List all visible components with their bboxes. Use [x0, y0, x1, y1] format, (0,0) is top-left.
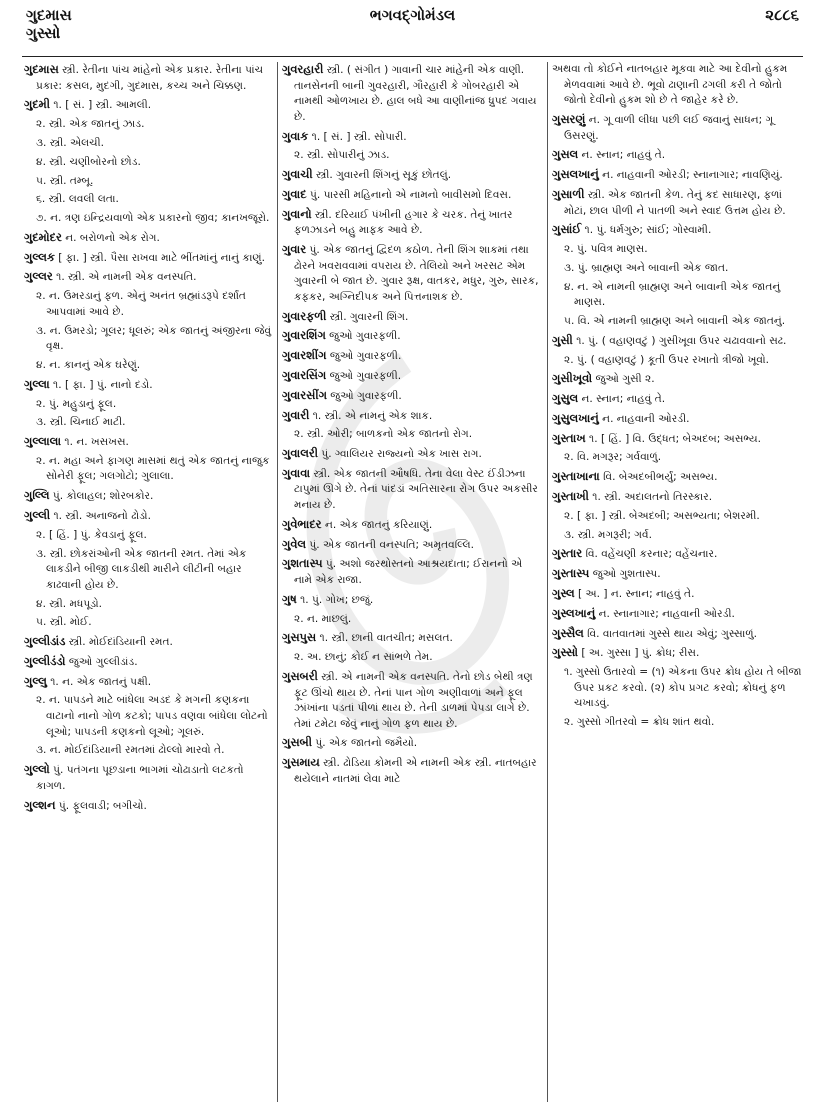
headword: ગુવારફળી — [282, 308, 327, 323]
headword: ગુદમી — [24, 97, 50, 112]
definition-text: સ્ત્રી. એ નામની એક વનસ્પતિ. તેનો છોડ બેથી ત્રણ ફૂટ ઊંચો થાય છે. તેનાં પાન ગોળ અણીવાળાં અને ફૂલ ઝાંખાંના પડતાં પીળાં થાય છે. તેની ડાળમાં પેપડા લાગે છે. તેમાં ટમેટા જેવું નાનું ગોળ ફળ થાય છે. — [294, 670, 533, 730]
definition-text: ૨. ન. મહા અને ફાગણ માસમાં થતું એક જાતનું નાજુક સોનેરી ફૂલ; ગલગોટો; ગુલાલા. — [36, 454, 270, 483]
sub-definition — [552, 450, 804, 466]
headword: ગુસુલ — [552, 391, 579, 406]
headword: ગુસીખૂવો — [552, 371, 593, 386]
dictionary-entry — [552, 167, 804, 184]
dictionary-entry — [24, 674, 272, 691]
dictionary-entry — [282, 129, 542, 146]
dictionary-entry — [24, 634, 272, 651]
definition-text: સ્ત્રી. ( સંગીત ) ગાવાની ચાર માંહેની એક વાણી. તાનસેનની બાની ગુવરહારી, ગૌરહારી કે ગોબરહારી એ નામથી ઓળખાય છે. હાલ બધે આ વાણીનાંજ ધ્રુપદ ગવાય છે. — [294, 64, 537, 123]
headword: ગુવાચી — [282, 167, 313, 182]
dictionary-entry — [282, 309, 542, 326]
definition-text: ન. સ્નાન; નાહવું તે. — [581, 149, 666, 162]
headword: ગુસ્લ — [552, 585, 575, 600]
headword: ગુલ્લર — [24, 269, 53, 284]
dictionary-entry — [282, 242, 542, 305]
definition-text: ૨. ગુસ્સો ગીતરવો = ક્રોધ શાંત થવો. — [564, 716, 715, 729]
definition-text: ૨. સ્ત્રી. સોપારીનું ઝાડ. — [294, 149, 390, 162]
definition-text: ૩. ન. ઉમરડો; ગૂલર; ધૂલરું; એક જાતનું અંજીરના જેવું વૃક્ષ. — [36, 324, 272, 353]
dictionary-entry — [282, 755, 542, 787]
definition-text: ન. ગૂ વાળી લીધા પછી લઈ જવાનું સાધન; ગૂ ઉસરણું. — [564, 113, 774, 142]
definition-text: ૨. [ ફા. ] સ્ત્રી. બેઅદબી; અસભ્યતા; બેશરમી. — [564, 509, 760, 522]
headword: ગુવેલ — [282, 536, 307, 551]
dictionary-entry — [552, 222, 804, 239]
definition-text: ૨. અ. છાનું; કોઈ ન સાંભળે તેમ. — [294, 651, 433, 664]
definition-text: ૭. ન. ત્રણ ઇન્દ્રિયવાળો એક પ્રકારનો જીવ; કાનખજૂરો. — [36, 212, 270, 225]
definition-text: પું. એક જાતનું દ્વિદળ કઠોળ. તેની શિંગ શાકમાં તથા ઢોરને ખવરાવવામાં વપરાય છે. તેલિયો અને ખરસટ એમ ગુવારની બે જાત છે. ગુવાર રૂક્ષ, વાતકર, મધુર, ગુરુ, સારક, કફકર, અગ્નિદીપક અને પિત્તનાશક છે. — [294, 244, 539, 303]
headword: ગુલ્લો — [24, 762, 50, 777]
definition-text: ૨. પું. પવિત્ર માણસ. — [564, 243, 648, 256]
headword: ગુસુલખાનું — [552, 410, 599, 425]
definition-text: પું. પારસી મહિનાનો એ નામનો બાવીસમો દિવસ. — [309, 188, 512, 201]
dictionary-entry — [552, 546, 804, 563]
definition-text: ૧. [ ફા. ] પું. નાનો દડો. — [53, 378, 153, 391]
dictionary-entry — [552, 586, 804, 603]
definition-text: ૨. વિ. મગરૂર; ગર્વવાળું. — [564, 451, 662, 464]
dictionary-entry — [24, 508, 272, 525]
sub-definition — [282, 148, 542, 164]
dictionary-entry — [24, 250, 272, 267]
sub-definition — [24, 397, 272, 413]
definition-text: સ્ત્રી. ગુવારની શિંગનું સૂકું છોતલું. — [315, 169, 452, 182]
dictionary-entry — [282, 669, 542, 732]
definition-text: ૨. સ્ત્રી. એક જાતનું ઝાડ. — [36, 118, 145, 131]
dictionary-entry — [552, 489, 804, 506]
definition-text: ૧. [ સં. ] સ્ત્રી. સોપારી. — [311, 130, 407, 143]
dictionary-entry — [24, 798, 272, 815]
headword: ગુસ્સો — [552, 645, 579, 660]
definition-text: પું. ફૂલવાડી; બગીચો. — [58, 799, 147, 812]
dictionary-entry — [282, 167, 542, 184]
definition-text: ૨. સ્ત્રી. ઓરી; બાળકનો એક જાતનો રોગ. — [294, 428, 473, 441]
guide-word-last: ગુસ્સો — [26, 24, 61, 42]
definition-text: પું. એક જાતનો જમૈયો. — [315, 737, 418, 750]
dictionary-entry — [24, 62, 272, 94]
sub-definition — [552, 280, 804, 311]
dictionary-entry — [552, 147, 804, 164]
definition-text: ૩. સ્ત્રી. એલચી. — [36, 136, 105, 149]
headword: ગુસ્તાર — [552, 546, 583, 561]
dictionary-entry — [24, 230, 272, 247]
definition-text: ૬. સ્ત્રી. લવલી લતા. — [36, 193, 119, 206]
sub-definition — [552, 242, 804, 258]
headword: ગુવેભાદર — [282, 516, 322, 531]
definition-text: ન. સ્નાનાગાર; નાહવાની ઓરડી. — [598, 607, 735, 620]
headword: ગુસ્તાખ — [552, 430, 586, 445]
headword: ગુસલ — [552, 147, 579, 162]
dictionary-entry — [24, 434, 272, 451]
sub-definition — [24, 358, 272, 374]
dictionary-entry — [282, 466, 542, 514]
definition-text: ૧. [ સં. ] સ્ત્રી. આમલી. — [53, 99, 152, 112]
definition-text: ૪. ન. એ નામની બ્રાહ્મણ અને બાવાની એક જાતનું માણસ. — [564, 280, 781, 309]
definition-text: ન. સ્નાન; નાહવું તે. — [581, 393, 666, 406]
dictionary-entry — [552, 62, 804, 109]
sub-definition — [24, 615, 272, 631]
dictionary-entry — [282, 328, 542, 345]
headword: ગુલ્લીડંડો — [24, 653, 66, 668]
sub-definition — [552, 353, 804, 369]
dictionary-entry — [24, 377, 272, 394]
dictionary-entry — [282, 735, 542, 752]
definition-text: પું. અશો જરથોસ્તનો આશ્રયદાતા; ઈરાનનો એ નામે એક રાજા. — [294, 558, 523, 586]
headword: ગુવાવા — [282, 465, 311, 480]
definition-text: ૨. ન. પાપડને માટે બાંધેલા અડદ કે મગની કણકના વાટાનો નાનો ગોળ કટકો; પાપડ વણવા બાંધેલા લોટનો લૂઓ; પાપડની કણકનો લૂઓ; ગૂલરું. — [36, 694, 268, 738]
definition-text: સ્ત્રી. એક જાતની કેળ. તેનું કદ સાધારણ, ફળાં મોટાં, છાલ પીળી ને પાતળી અને સ્વાદ ઉત્તમ હોય છે. — [564, 188, 786, 217]
definition-text: ૫. વિ. એ નામની બ્રાહ્મણ અને બાવાની એક જાતનું. — [564, 315, 786, 327]
definition-text: જુઓ ગુલ્લીડાંડ. — [68, 655, 138, 668]
sub-definition — [282, 427, 542, 443]
headword: ગુલ્લી — [24, 508, 51, 522]
dictionary-entry — [24, 269, 272, 286]
definition-text: ન. નાહવાની ઓરડી; સ્નાનાગાર; નાવણિયું. — [602, 169, 783, 182]
dictionary-entry — [552, 566, 804, 583]
dictionary-entry — [282, 348, 542, 365]
headword: ગુલ્લિ — [24, 488, 50, 503]
dictionary-entry — [552, 606, 804, 623]
definition-text: ૩. પું. બ્રાહ્મણ અને બાવાની એક જાત. — [564, 261, 729, 274]
definition-text: ૫. સ્ત્રી. તમ્બૂ. — [36, 174, 94, 187]
definition-text: ૧. [ હિં. ] વિ. ઉદ્ધત; બેઅદબ; અસભ્ય. — [589, 432, 762, 445]
headword: ગુસપુસ — [282, 630, 317, 645]
headword: ગુલ્લક — [24, 249, 55, 264]
column-divider-1 — [277, 62, 278, 1102]
definition-text: ન. બરોળનો એક રોગ. — [65, 231, 160, 244]
sub-definition — [552, 261, 804, 277]
headword: ગુસરણું — [552, 111, 586, 126]
headword: ગુસબી — [282, 735, 312, 750]
dictionary-entry — [24, 97, 272, 114]
headword: ગુવારશિંગ — [282, 328, 326, 343]
definition-text: સ્ત્રી. મોઈદાંડિયાની રમત. — [68, 636, 173, 649]
definition-text: ન. એક જાતનું કરિયાણું. — [324, 518, 433, 531]
sub-definition — [24, 289, 272, 320]
definition-text: [ ફા. ] સ્ત્રી. પૈસા રાખવા માટે ભીંતમાંનું નાનું કાણું. — [58, 251, 266, 264]
definition-text: પું. ગ્વાલિયર રાજ્યનો એક ખાસ રાગ. — [321, 448, 482, 461]
column-3 — [552, 62, 804, 734]
definition-text: ૧. પું. ધર્મગુરુ; સાંઈ; ગોસ્વામી. — [584, 224, 712, 237]
definition-text: ૨. ન. માછલું. — [294, 612, 352, 625]
definition-text: વિ. બેઅદબીભર્યું; અસભ્ય. — [603, 471, 718, 484]
dictionary-entry — [552, 469, 804, 486]
definition-text: ૧. સ્ત્રી. છાની વાતચીત; મસલત. — [319, 632, 453, 645]
sub-definition — [552, 665, 804, 712]
definition-text: ૩. સ્ત્રી. મગરૂરી; ગર્વ. — [564, 528, 652, 541]
dictionary-entry — [552, 187, 804, 219]
definition-text: જુઓ ગુવારફળી. — [329, 350, 402, 363]
sub-definition — [24, 743, 272, 759]
headword: ગુવરહારી — [282, 62, 324, 76]
dictionary-entry — [552, 626, 804, 643]
dictionary-entry — [282, 207, 542, 239]
dictionary-entry — [282, 630, 542, 647]
sub-definition — [24, 192, 272, 208]
headword: ગુલ્શન — [24, 797, 56, 812]
definition-text: પું. કોલાહલ; શોરબકોર. — [52, 490, 154, 503]
dictionary-entry — [552, 391, 804, 408]
headword: ગુવાનો — [282, 206, 312, 221]
dictionary-entry — [282, 388, 542, 405]
definition-text: સ્ત્રી. એક જાતની ઔષધિ. તેના વેલા વેસ્ટ ઈંડીઝના ટાપુમાં ઊગે છે. તેનાં પાંદડાં અતિસારના રોગ ઉપર અકસીર મનાય છે. — [294, 467, 538, 512]
dictionary-entry — [552, 645, 804, 662]
dictionary-entry — [282, 537, 542, 554]
definition-text: ૧. સ્ત્રી. અદાલતનો તિરસ્કાર. — [592, 491, 713, 504]
sub-definition — [24, 693, 272, 740]
headword: ગુલ્લા — [24, 376, 50, 391]
headword: ગુવાલરી — [282, 446, 318, 461]
headword: ગુસ્લખાનું — [552, 605, 596, 620]
definition-text: ૧. સ્ત્રી. એ નામની એક વનસ્પતિ. — [56, 271, 197, 284]
headword: ગુવારી — [282, 407, 310, 422]
sub-definition — [552, 509, 804, 525]
definition-text: [ અ. ] ન. સ્નાન; નાહવું તે. — [577, 587, 695, 600]
headword: ગુસાંઈ — [552, 222, 582, 237]
headword: ગુસલખાનું — [552, 167, 599, 182]
column-2 — [282, 62, 542, 791]
definition-text: વિ. વહેંચણી કરનાર; વહેંચનાર. — [585, 548, 718, 561]
column-1 — [24, 62, 272, 817]
dictionary-entry — [282, 517, 542, 534]
definition-text: ૨. પું. મહુડાનું ફૂલ. — [36, 397, 117, 410]
headword: ગુસમાય — [282, 755, 320, 770]
sub-definition — [24, 415, 272, 431]
dictionary-entry — [282, 408, 542, 425]
sub-definition — [282, 612, 542, 628]
definition-text: ૪. સ્ત્રી. મધપૂડો. — [36, 597, 103, 610]
definition-text: સ્ત્રી. રેતીના પાંચ માંહેનો એક પ્રકાર. રેતીના પાંચ પ્રકાર: કસલ, મુદગી, ગુદમાસ, કચ્ચ અને ચિક્કણ. — [36, 64, 264, 92]
definition-text: ૨. [ હિં. ] પું. કેવડાનું ફૂલ. — [36, 528, 147, 541]
definition-text: જુઓ ગુવારફળી. — [329, 330, 401, 343]
headword: ગુસી — [552, 332, 573, 347]
definition-text: જુઓ ગુવારફળી. — [329, 369, 402, 382]
dictionary-entry — [282, 592, 542, 609]
headword: ગુસાળી — [552, 186, 585, 201]
guide-word-first: ગુદમાસ — [26, 6, 72, 24]
sub-definition — [552, 715, 804, 731]
headword: ગુવાદ — [282, 186, 307, 201]
definition-text: અથવા તો કોઈને નાતબહાર મૂકવા માટે આ દેવીનો હુકમ મેળવવામાં આવે છે. ભૂવો ઢાણાની ઢગલી કરી તે જોતો જોતો દેવીનો હુકમ શો છે તે જાહેર કરે છે. — [552, 63, 788, 107]
dictionary-entry — [282, 446, 542, 463]
definition-text: ૧. પું. ( વહાણવટું ) ગુસીખૂવા ઉપર ચઢાવવાનો સઢ. — [576, 334, 787, 347]
headword: ગુસબરી — [282, 668, 318, 683]
sub-definition — [24, 155, 272, 171]
headword: ગુશતાસ્પ — [282, 556, 323, 571]
dictionary-entry — [282, 556, 542, 588]
definition-text: જુઓ ગુસી ૨. — [595, 373, 655, 386]
definition-text: ન. નાહવાની ઓરડી. — [602, 412, 690, 425]
headword: ગુસ્તાખાના — [552, 469, 600, 484]
sub-definition — [24, 174, 272, 190]
dictionary-entry — [552, 333, 804, 350]
dictionary-entry — [552, 112, 804, 144]
dictionary-entry — [282, 62, 542, 125]
definition-text: જુઓ ગુશતાસ્પ. — [592, 568, 661, 581]
headword: ગુષ — [282, 591, 297, 606]
page-number: ૨૮૮૬ — [765, 6, 799, 24]
definition-text: સ્ત્રી. ઢોડિયા કોમની એ નામની એક સ્ત્રી. નાતબહાર થયેલાને નાતમાં લેવા માટે — [294, 757, 537, 785]
definition-text: પું. પતંગના પૂછડાના ભાગમાં ચોઢાડાતો લટકતો કાગળ. — [36, 764, 244, 792]
headword: ગુવારસિંગ — [282, 367, 327, 382]
dictionary-entry — [24, 488, 272, 505]
book-title: ભગવદ્ગોમંડલ — [369, 6, 456, 24]
headword: ગુદમાસ — [24, 62, 59, 76]
definition-text: સ્ત્રી. ગુવારની શિંગ. — [329, 310, 409, 323]
sub-definition — [552, 314, 804, 330]
sub-definition — [24, 136, 272, 152]
definition-text: ૧. ન. એક જાતનું પક્ષી. — [50, 675, 152, 688]
sub-definition — [282, 650, 542, 666]
headword: ગુવારસીંગ — [282, 387, 327, 402]
headword: ગુલ્લાલા — [24, 434, 62, 449]
sub-definition — [24, 324, 272, 355]
definition-text: ૪. ન. કાનનું એક ઘરેણું. — [36, 358, 141, 371]
headword: ગુસ્તાખી — [552, 489, 589, 504]
definition-text: ૩. ન. મોઈદાંડિયાની રમતમાં ઢોલ્લો મારવો તે. — [36, 744, 225, 757]
definition-text: જુઓ ગુવારફળી. — [330, 389, 402, 402]
definition-text: ૩. સ્ત્રી. છોકરાંઓની એક જાતની રમત. તેમાં એક લાકડીને બીજી લાકડીથી મારીને લીટીની બહાર કાઢવાની હોય છે. — [36, 547, 247, 591]
sub-definition — [24, 597, 272, 613]
headword: ગુલ્લુ — [24, 673, 47, 688]
sub-definition — [24, 528, 272, 544]
headword: ગુસ્તાસ્પ — [552, 566, 590, 581]
dictionary-entry — [282, 187, 542, 204]
definition-text: સ્ત્રી. દરિયાઈ પંખીની હગાર કે ચરક. તેનું ખાતર ફળઝાડને બહુ માફક આવે છે. — [294, 208, 513, 237]
definition-text: ૫. સ્ત્રી. મોઈ. — [36, 616, 92, 629]
dictionary-entry — [282, 368, 542, 385]
sub-definition — [24, 117, 272, 133]
headword: ગુવારશીંગ — [282, 348, 327, 363]
headword: ગુદમોદર — [24, 229, 62, 244]
dictionary-entry — [552, 431, 804, 448]
headword: ગુવાર — [282, 242, 307, 257]
definition-text: ૨. ન. ઉમરડાનું ફળ. એનું અનંત બ્રહ્માંડરૂપે દર્શાંત આપવામાં આવે છે. — [36, 290, 246, 318]
definition-text: ૪. સ્ત્રી. ચણીબોરનો છોડ. — [36, 155, 141, 168]
dictionary-entry — [552, 411, 804, 428]
definition-text: ૧. પું. ગોખ; છજું. — [300, 593, 374, 606]
sub-definition — [552, 528, 804, 544]
column-divider-2 — [547, 62, 548, 1102]
definition-text: ૧. સ્ત્રી. અનાજનો ઢોડો. — [53, 510, 151, 522]
dictionary-entry — [24, 762, 272, 794]
page-header — [0, 0, 825, 58]
dictionary-entry — [24, 654, 272, 671]
definition-text: [ અ. ગુસ્સા ] પું. ક્રોધ; રીસ. — [581, 647, 700, 660]
headword: ગુવાક — [282, 128, 309, 143]
header-rule — [22, 56, 803, 57]
definition-text: પું. એક જાતની વનસ્પતિ; અમૃતવલ્લિ. — [309, 538, 474, 551]
headword: ગુસ્સૈલ — [552, 625, 584, 640]
definition-text: ૧. ન. ખસખસ. — [64, 436, 129, 449]
definition-text: ૨. પું. ( વહાણવટું ) કૂતી ઉપર રખાતો ત્રીજો ખૂવો. — [564, 353, 770, 366]
definition-text: ૧. સ્ત્રી. એ નામનું એક શાક. — [312, 409, 433, 422]
definition-text: ૧. ગુસ્સો ઉતારવો = (૧) એકના ઉપર ક્રોધ હોય તે બીજા ઉપર પ્રકટ કરવો. (૨) કોપ પ્રગટ કરવો; ક્રોધનું ફળ ચખાડવું. — [564, 666, 802, 710]
sub-definition — [24, 211, 272, 227]
headword: ગુલ્લીડાંડ — [24, 634, 66, 649]
sub-definition — [24, 454, 272, 485]
dictionary-entry — [552, 371, 804, 388]
sub-definition — [24, 547, 272, 594]
definition-text: વિ. વાતવાતમાં ગુસ્સે થાય એવું; ગુસ્સાળું. — [587, 627, 757, 640]
definition-text: ૩. સ્ત્રી. ચિનાઈ માટી. — [36, 416, 126, 429]
